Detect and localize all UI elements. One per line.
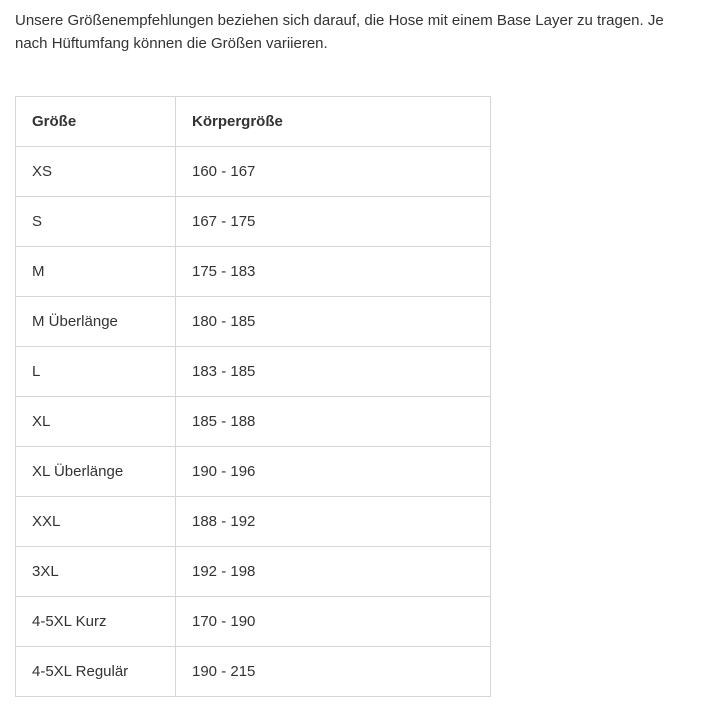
size-chart-table <box>15 96 491 697</box>
table-row <box>16 347 491 397</box>
height-range-cell: 183 - 185 <box>176 347 491 397</box>
size-cell: M Überlänge <box>16 297 176 347</box>
height-range-cell: 180 - 185 <box>176 297 491 347</box>
height-range-cell: 190 - 215 <box>176 647 491 697</box>
table-row <box>16 297 491 347</box>
table-row <box>16 547 491 597</box>
column-header-groesse: Größe <box>16 97 176 147</box>
table-row <box>16 497 491 547</box>
size-cell: XXL <box>16 497 176 547</box>
height-range-cell: 185 - 188 <box>176 397 491 447</box>
size-cell: 4-5XL Regulär <box>16 647 176 697</box>
size-table-body <box>16 147 491 697</box>
height-range-cell: 160 - 167 <box>176 147 491 197</box>
header-row <box>16 97 491 147</box>
height-range-cell: 170 - 190 <box>176 597 491 647</box>
table-row <box>16 447 491 497</box>
size-cell: L <box>16 347 176 397</box>
height-range-cell: 190 - 196 <box>176 447 491 497</box>
table-row <box>16 197 491 247</box>
table-row <box>16 597 491 647</box>
size-cell: 4-5XL Kurz <box>16 597 176 647</box>
size-cell: S <box>16 197 176 247</box>
table-row <box>16 247 491 297</box>
size-cell: 3XL <box>16 547 176 597</box>
table-row <box>16 397 491 447</box>
size-table-header <box>16 97 491 147</box>
table-row <box>16 147 491 197</box>
height-range-cell: 192 - 198 <box>176 547 491 597</box>
column-header-koerpergroesse: Körpergröße <box>176 97 491 147</box>
size-cell: XS <box>16 147 176 197</box>
size-cell: M <box>16 247 176 297</box>
size-cell: XL <box>16 397 176 447</box>
size-cell: XL Überlänge <box>16 447 176 497</box>
size-recommendation-intro: Unsere Größenempfehlungen beziehen sich darauf, die Hose mit einem Base Layer zu tragen. Je nach Hüftumfang können die Größen variieren. <box>15 12 664 52</box>
table-row <box>16 647 491 697</box>
height-range-cell: 188 - 192 <box>176 497 491 547</box>
height-range-cell: 175 - 183 <box>176 247 491 297</box>
height-range-cell: 167 - 175 <box>176 197 491 247</box>
